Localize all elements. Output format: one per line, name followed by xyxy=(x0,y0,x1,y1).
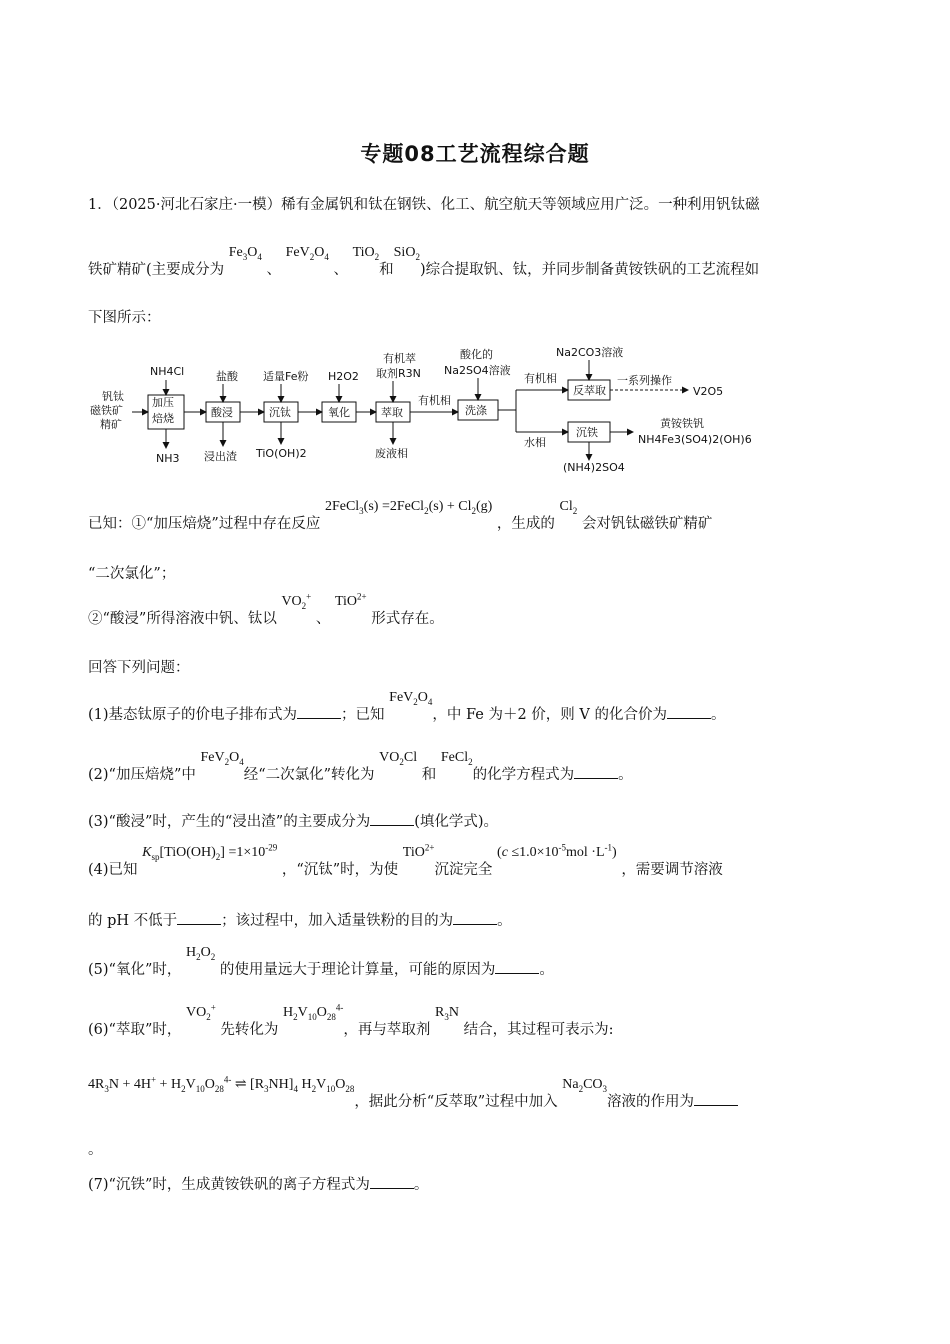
part6-equation: $4R_3N + 4H^+ + H_2V_{10}O_{28}^{4-}$ ⇌ $[R_3NH]_4$ $H_2V_{10}O_{28}$，据此分析“反萃取”过程中加入 $Na_2CO_3$溶液的作用为 xyxy=(88,1090,738,1112)
box5-input-label-2: 取剂R3N xyxy=(376,367,421,380)
answer-blank[interactable] xyxy=(667,706,711,719)
box1-label-1: 加压 xyxy=(152,396,174,409)
box3-label: 沉钛 xyxy=(269,406,291,419)
box2-label: 酸浸 xyxy=(211,406,233,419)
box2-output-label: 浸出渣 xyxy=(204,450,237,463)
page-title: 专题08工艺流程综合题 xyxy=(360,142,590,166)
answer-blank[interactable] xyxy=(574,766,618,779)
question-intro-line2: 铁矿精矿(主要成分为 $Fe_3O_4$ 、 $FeV_2O_4$ 、 TiO$_2$和SiO$_2$)综合提取钒、钛，并同步制备黄铵铁矾的工艺流程如 xyxy=(88,245,760,278)
formula-fev2o4: $FeV_2O_4$ xyxy=(285,245,329,262)
answer-intro: 回答下列问题： xyxy=(88,660,190,676)
formula-tio2: TiO$_2$ xyxy=(352,245,380,262)
mid-flow-label: 有机相 xyxy=(418,394,451,407)
question-intro-line1: 1．（2025·河北石家庄·一模）稀有金属钒和钛在钢铁、化工、航空航天等领域应用广泛。一种利用钒钛磁 xyxy=(88,197,760,213)
formula-sio2: SiO$_2$ xyxy=(393,245,420,262)
box4-label: 氧化 xyxy=(328,406,350,419)
box2-input-label: 盐酸 xyxy=(216,370,238,383)
question-intro-line3: 下图所示： xyxy=(88,310,161,326)
formula-tio-2plus: TiO$^{2+}$ xyxy=(402,842,435,860)
box6-input-label-1: 酸化的 xyxy=(460,348,493,361)
product2-label-2: NH4Fe3(SO4)2(OH)6 xyxy=(638,433,752,446)
known-line3: ②“酸浸”所得溶液中钒、钛以 $VO_2^+$ 、 TiO$^{2+}$ 形式存在。 xyxy=(88,591,444,627)
formula-fecl2: FeCl$_2$ xyxy=(440,750,473,767)
formula-na2co3: $Na_2CO_3$ xyxy=(562,1077,608,1094)
reaction-fecl3: 2FeCl$_3$(s) =2FeCl$_2$(s) + $Cl_2(g)$ xyxy=(324,499,493,516)
feed-label-2: 磁铁矿 xyxy=(90,404,123,417)
formula-vo2-plus: $VO_2^+$ xyxy=(185,1002,216,1022)
equation-extraction: $4R_3N + 4H^+ + H_2V_{10}O_{28}^{4-}$ ⇌ $[R_3NH]_4$ $H_2V_{10}O_{28}$ xyxy=(88,1074,355,1094)
feed-label-1: 钒钛 xyxy=(102,390,124,403)
box5-label: 萃取 xyxy=(381,406,403,419)
feed-label-3: 精矿 xyxy=(100,418,122,431)
box4-input-label: H2O2 xyxy=(328,370,359,383)
formula-vo2cl: $VO_2Cl$ xyxy=(379,750,418,767)
part6-end: 。 xyxy=(88,1142,103,1158)
process-flow-diagram xyxy=(88,340,768,480)
part7: (7)“沉铁”时，生成黄铵铁矾的离子方程式为 。 xyxy=(88,1177,429,1193)
box8-output-label: (NH4)2SO4 xyxy=(563,461,625,474)
formula-ksp: $K_{sp}[TiO(OH)_2] =1\times 10^{-29}$ xyxy=(142,842,278,862)
formula-tio-2plus: TiO$^{2+}$ xyxy=(334,591,367,609)
answer-blank[interactable] xyxy=(297,706,341,719)
series-operation-label: 一系列操作 xyxy=(617,374,672,387)
product2-label-1: 黄铵铁钒 xyxy=(660,417,704,430)
part3: (3)“酸浸”时，产生的“浸出渣”的主要成分为 (填化学式)。 xyxy=(88,814,499,830)
box8-label: 沉铁 xyxy=(576,426,598,439)
box3-input-label: 适量Fe粉 xyxy=(263,370,309,383)
box1-input-label: NH4Cl xyxy=(150,365,185,378)
part5: (5)“氧化”时， $H_2O_2$ 的使用量远大于理论计算量，可能的原因为 。 xyxy=(88,945,554,978)
box7-input-label: Na2CO3溶液 xyxy=(556,346,624,359)
part6: (6)“萃取”时， $VO_2^+$ 先转化为 $H_2V_{10}O_{28}^{4-}$，再与萃取剂 $R_3N$ 结合，其过程可表示为: xyxy=(88,1002,614,1038)
box5-output-label: 废液相 xyxy=(375,447,408,460)
box6-input-label-2: Na2SO4溶液 xyxy=(444,364,511,377)
lower-branch-label: 水相 xyxy=(524,436,546,449)
box1-output-label: NH3 xyxy=(156,452,180,465)
formula-vo2-plus: $VO_2^+$ xyxy=(281,591,312,611)
box3-output-label: TiO(OH)2 xyxy=(256,447,307,460)
answer-blank[interactable] xyxy=(177,912,221,925)
answer-blank[interactable] xyxy=(370,813,414,826)
formula-concentration: $(c \le 1.0\times 10^{-5}mol \cdot L^{-1})$ xyxy=(497,842,617,860)
formula-h2v10o28: $H_2V_{10}O_{28}^{4-}$ xyxy=(283,1002,344,1022)
part4-continued: 的 pH 不低于 ；该过程中，加入适量铁粉的目的为 。 xyxy=(88,913,512,929)
box6-label: 洗涤 xyxy=(465,404,487,417)
part1: (1)基态钛原子的价电子排布式为 ；已知 $FeV_2O_4$，中 Fe 为＋2 价，则 V 的化合价为 。 xyxy=(88,690,726,723)
formula-fev2o4: $FeV_2O_4$ xyxy=(200,750,244,767)
box7-label: 反萃取 xyxy=(573,384,606,397)
answer-blank[interactable] xyxy=(453,912,497,925)
known-line2: “二次氯化”； xyxy=(88,566,176,582)
formula-h2o2: $H_2O_2$ xyxy=(185,945,216,962)
formula-fe3o4: $Fe_3O_4$ xyxy=(228,245,262,262)
box5-input-label-1: 有机萃 xyxy=(383,352,416,365)
formula-r3n: $R_3N$ xyxy=(435,1005,459,1022)
known-line1: 已知：①“加压焙烧”过程中存在反应 2FeCl$_3$(s) =2FeCl$_2$(s) + $Cl_2(g)$ ，生成的 $Cl_2$ 会对钒钛磁铁矿精矿 xyxy=(88,499,713,532)
formula-fev2o4: $FeV_2O_4$ xyxy=(389,690,433,707)
answer-blank[interactable] xyxy=(370,1176,414,1189)
product-v2o5: V2O5 xyxy=(693,385,724,398)
formula-cl2: $Cl_2$ xyxy=(559,499,578,516)
part2: (2)“加压焙烧”中 $FeV_2O_4$经“二次氯化”转化为 $VO_2Cl$ 和 FeCl$_2$的化学方程式为 。 xyxy=(88,750,633,783)
upper-branch-label: 有机相 xyxy=(524,372,557,385)
part4: (4)已知 $K_{sp}[TiO(OH)_2] =1\times 10^{-29}$ ，“沉钛”时，为使 TiO$^{2+}$沉淀完全 $(c \le 1.0\times 10^{-5}mol \cdot L^{-1})$ ，需要调节溶液 xyxy=(88,842,723,878)
box1-label-2: 焙烧 xyxy=(152,412,174,425)
answer-blank[interactable] xyxy=(694,1093,738,1106)
answer-blank[interactable] xyxy=(495,961,539,974)
